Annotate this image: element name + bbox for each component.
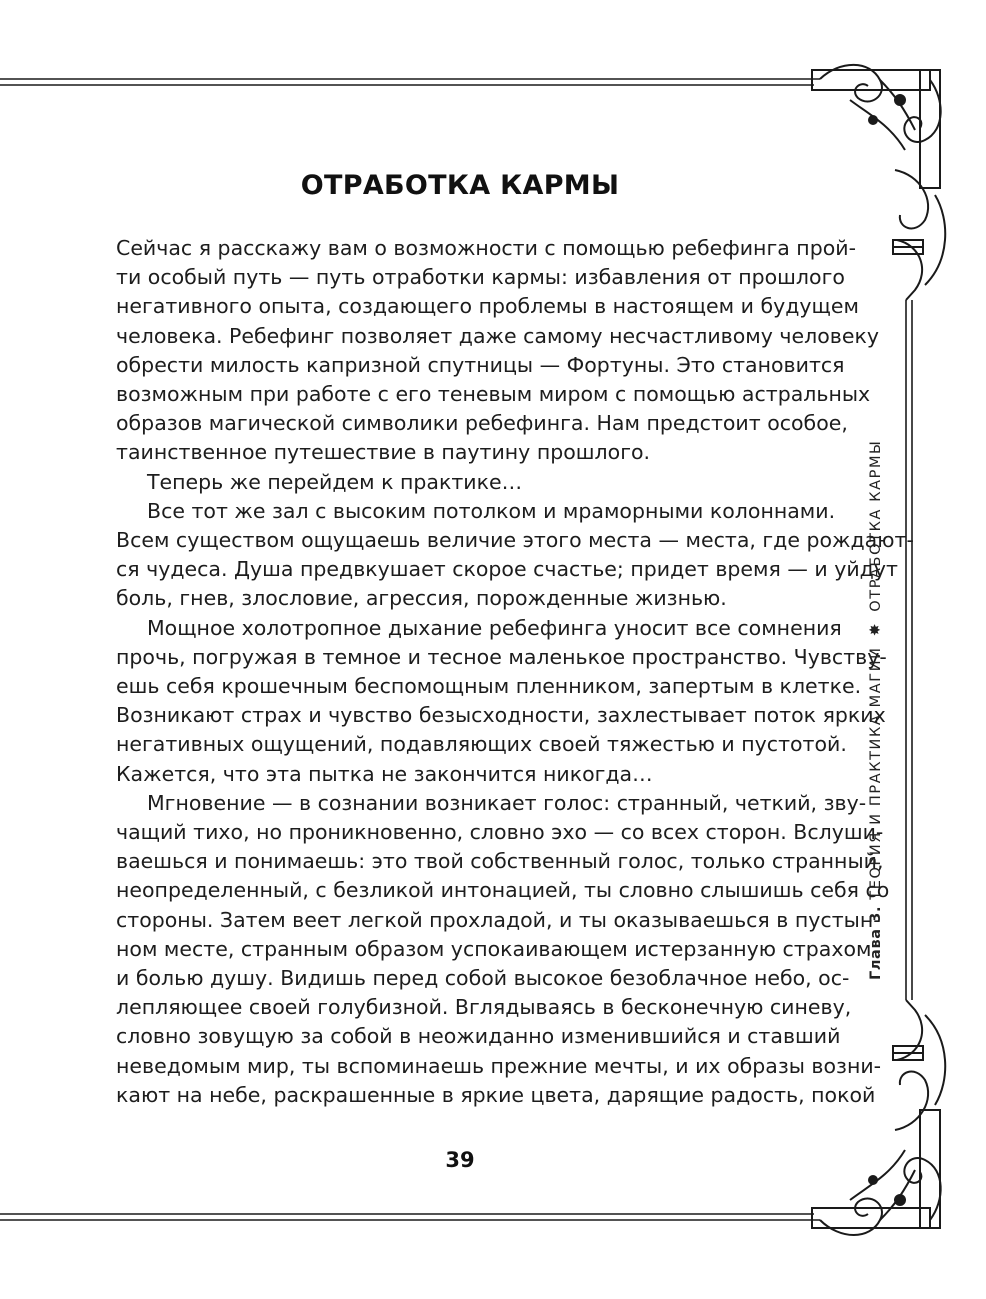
text-line: прочь, погружая в темное и тесное маленькое пространство. Чувству-: [116, 644, 887, 669]
text-line: ешь себя крошечным беспомощным пленником, запертым в клетке.: [116, 674, 862, 699]
text-line: образов магической символики ребефинга. Нам предстоит особое,: [116, 411, 848, 436]
text-line: Сейчас я расскажу вам о возможности с помощью ребефинга прой-: [116, 236, 856, 260]
text-line: Все тот же зал с высоким потолком и мраморными колоннами.: [147, 498, 836, 523]
running-head: [866, 440, 884, 980]
text-line: Всем существом ощущаешь величие этого места — места, где рождают-: [116, 528, 914, 553]
chapter-section-title: ОТРАБОТКА КАРМЫ: [300, 170, 620, 201]
text-line: словно зовущую за собой в неожиданно изменившийся и ставший: [116, 1024, 841, 1049]
text-line: лепляющее своей голубизной. Вглядываясь в бесконечную синеву,: [116, 995, 852, 1020]
text-line: негативного опыта, создающего проблемы в настоящем и будущем: [116, 294, 859, 319]
text-line: Теперь же перейдем к практике…: [147, 469, 523, 494]
text-line: Мгновение — в сознании возникает голос: странный, четкий, зву-: [147, 790, 867, 815]
text-line: чащий тихо, но проникновенно, словно эхо — со всех сторон. Вслуши-: [116, 820, 884, 845]
text-line: ваешься и понимаешь: это твой собственный голос, только странный,: [116, 849, 884, 874]
star-icon: ✸: [866, 622, 884, 637]
running-head-chapter: Глава 3.: [868, 905, 884, 980]
text-line: и болью душу. Видишь перед собой высокое безоблачное небо, ос-: [116, 966, 850, 991]
text-line: Кажется, что эта пытка не закончится никогда…: [116, 761, 653, 786]
text-line: кают на небе, раскрашенные в яркие цвета, дарящие радость, покой: [116, 1082, 876, 1107]
text-line: ти особый путь — путь отработки кармы: избавления от прошлого: [116, 265, 845, 290]
text-line: человека. Ребефинг позволяет даже самому несчастливому человеку: [116, 323, 879, 348]
text-line: ном месте, странным образом успокаивающем истерзанную страхом: [116, 936, 872, 961]
text-line: возможным при работе с его теневым миром с помощью астральных: [116, 382, 871, 407]
text-line: таинственное путешествие в паутину прошлого.: [116, 440, 651, 465]
text-line: негативных ощущений, подавляющих своей тяжестью и пустотой.: [116, 732, 847, 757]
text-line: обрести милость капризной спутницы — Фортуны. Это становится: [116, 352, 845, 377]
text-line: ся чудеса. Душа предвкушает скорое счастье; придет время — и уйдут: [116, 557, 898, 582]
text-line: неведомым мир, ты вспоминаешь прежние мечты, и их образы возни-: [116, 1053, 882, 1078]
text-line: Возникают страх и чувство безысходности, захлестывает поток ярких: [116, 703, 886, 728]
text-line: боль, гнев, злословие, агрессия, порожденные жизнью.: [116, 586, 727, 611]
running-head-subsection: ОТРАБОТКА КАРМЫ: [868, 439, 884, 612]
text-line: неопределенный, с безликой интонацией, ты словно слышишь себя со: [116, 878, 890, 903]
page-number: 39: [445, 1148, 475, 1172]
running-head-section: ТЕОРИЯ И ПРАКТИКА МАГИИ: [868, 646, 884, 900]
text-line: Мощное холотропное дыхание ребефинга уносит все сомнения: [147, 615, 842, 640]
text-line: стороны. Затем веет легкой прохладой, и ты оказываешься в пустын-: [116, 907, 881, 932]
